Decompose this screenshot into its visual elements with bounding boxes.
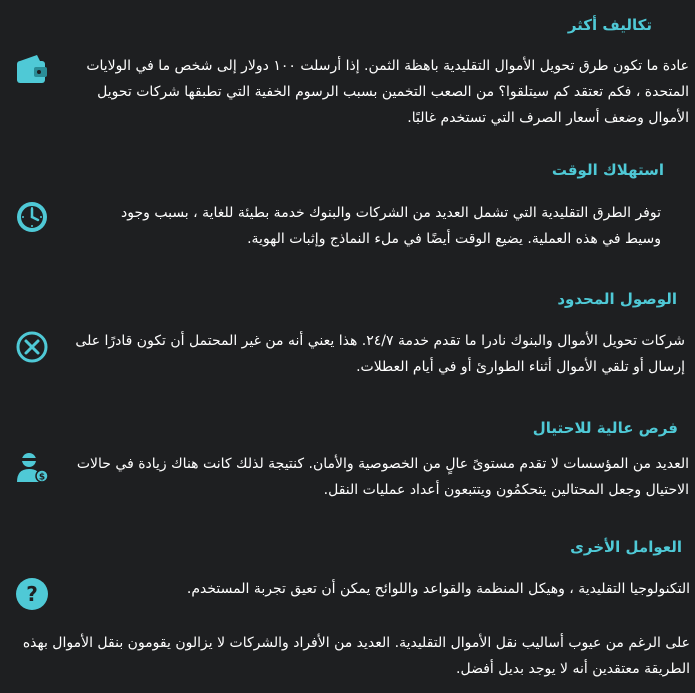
clock-icon xyxy=(15,200,49,234)
section-title-other-factors: العوامل الأخرى xyxy=(570,538,682,556)
section-text-limited-access: شركات تحويل الأموال والبنوك نادرا ما تقدم خدمة ٢٤/٧. هذا يعني أنه من غير المحتمل أن تكون قادرًا على إرسال أو تلقي الأموال أثناء الطوارئ أو في أيام العطلات. xyxy=(75,333,685,375)
question-icon xyxy=(15,577,49,611)
section-title-fraud: فرص عالية للاحتيال xyxy=(532,419,678,437)
section-text-other-factors: التكنولوجيا التقليدية ، وهيكل المنظمة والقواعد واللوائح يمكن أن تعيق تجربة المستخدم. xyxy=(186,581,690,597)
footer-text: على الرغم من عيوب أساليب نقل الأموال التقليدية. العديد من الأفراد والشركات لا يزالون يقومون بنقل الأموال بهذه الطريقة معتقدين أنه لا يوجد بديل أفضل. xyxy=(22,635,690,677)
section-text-time-consumption: توفر الطرق التقليدية التي تشمل العديد من الشركات والبنوك خدمة بطيئة للغاية ، بسبب وجود وسيط في هذه العملية. يضيع الوقت أيضًا في ملء النماذج وإثبات الهوية. xyxy=(121,205,661,247)
section-title-higher-costs: تكاليف أكثر xyxy=(567,16,652,34)
thief-icon xyxy=(15,450,49,484)
section-text-higher-costs: عادة ما تكون طرق تحويل الأموال التقليدية باهظة الثمن. إذا أرسلت ١٠٠ دولار إلى شخص ما في الولايات المتحدة ، فكم تعتقد كم سيتلقوا؟ من الصعب التخمين بسبب الرسوم الخفية التي تطبقها شركات تحويل الأموال وضعف أسعار الصرف التي تستخدم غالبًا. xyxy=(86,58,689,126)
section-title-time-consumption: استهلاك الوقت xyxy=(551,161,664,179)
svg-text:$: $ xyxy=(38,472,46,483)
section-title-limited-access: الوصول المحدود xyxy=(557,290,677,308)
close-circle-icon xyxy=(15,330,49,364)
svg-text:?: ? xyxy=(26,582,38,606)
section-text-fraud: العديد من المؤسسات لا تقدم مستوىً عالٍ من الخصوصية والأمان. كنتيجة لذلك كانت هناك زيادة في حالات الاحتيال وجعل المحتالين يتحكمُون ويتتبعون أعداد عمليات النقل. xyxy=(76,456,689,498)
wallet-icon xyxy=(15,53,49,87)
